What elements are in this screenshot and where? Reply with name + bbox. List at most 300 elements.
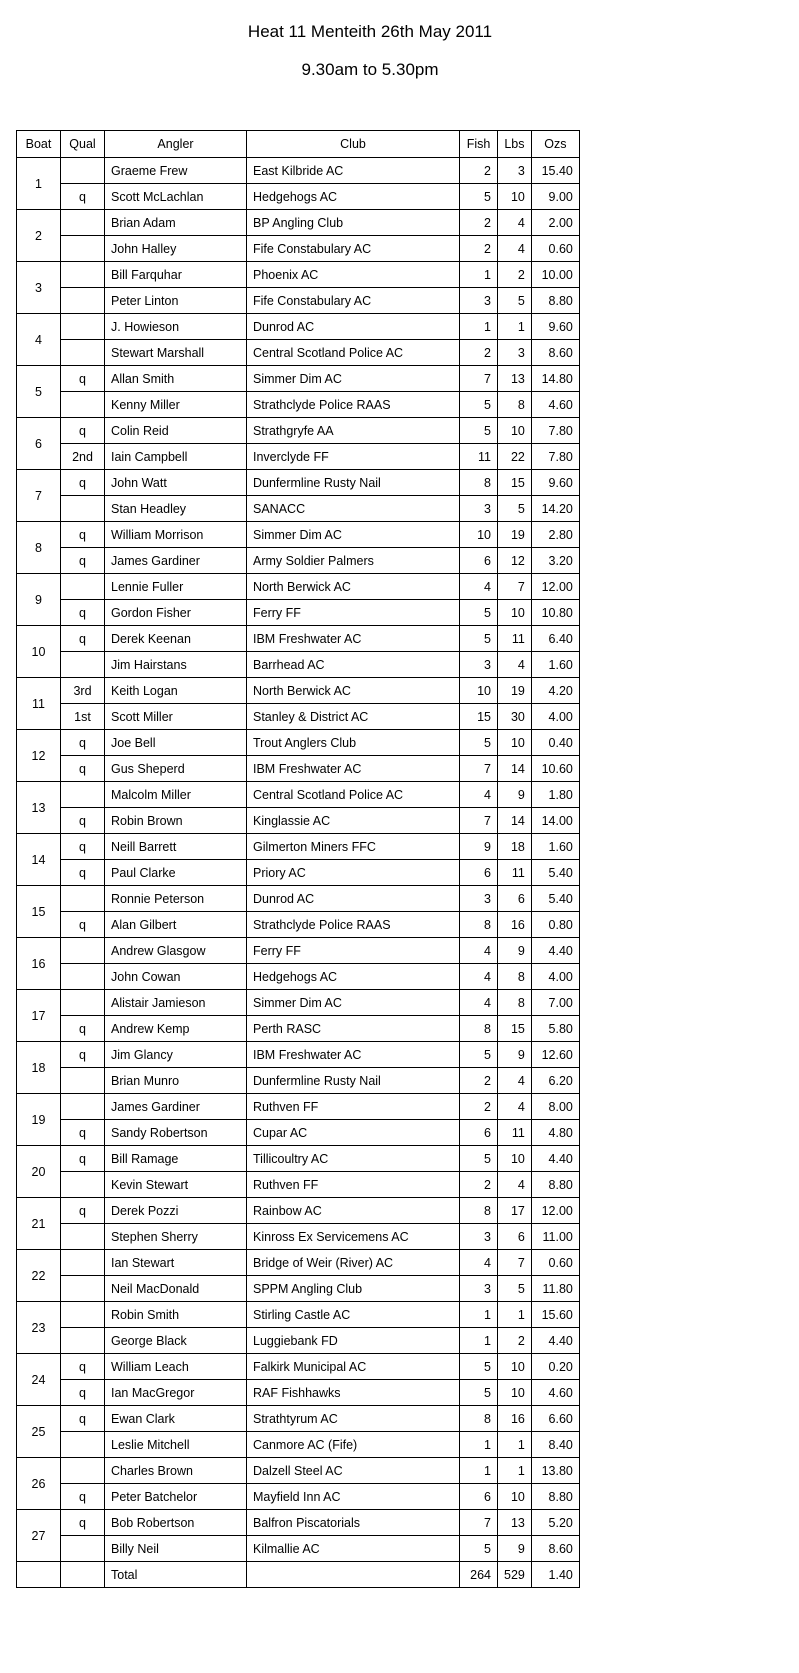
club-name: Ruthven FF <box>247 1094 460 1120</box>
weight-ozs: 5.20 <box>531 1510 579 1536</box>
weight-lbs: 2 <box>498 1328 532 1354</box>
table-row <box>17 1380 580 1406</box>
weight-lbs: 11 <box>498 1120 532 1146</box>
angler-name: Charles Brown <box>105 1458 247 1484</box>
club-name: SPPM Angling Club <box>247 1276 460 1302</box>
weight-ozs: 4.40 <box>531 1146 579 1172</box>
boat-number: 19 <box>17 1094 61 1146</box>
fish-count: 8 <box>460 1016 498 1042</box>
weight-lbs: 9 <box>498 938 532 964</box>
angler-name: Billy Neil <box>105 1536 247 1562</box>
weight-ozs: 8.60 <box>531 340 579 366</box>
club-name: Ruthven FF <box>247 1172 460 1198</box>
table-row <box>17 158 580 184</box>
qual-cell <box>61 1276 105 1302</box>
weight-lbs: 4 <box>498 652 532 678</box>
weight-lbs: 1 <box>498 1458 532 1484</box>
weight-ozs: 8.60 <box>531 1536 579 1562</box>
weight-ozs: 8.80 <box>531 1172 579 1198</box>
club-name: Barrhead AC <box>247 652 460 678</box>
qual-cell <box>61 1536 105 1562</box>
qual-cell: q <box>61 548 105 574</box>
boat-number: 25 <box>17 1406 61 1458</box>
qual-cell: q <box>61 1016 105 1042</box>
qual-cell <box>61 652 105 678</box>
weight-lbs: 10 <box>498 730 532 756</box>
club-name: Dunrod AC <box>247 314 460 340</box>
table-row <box>17 756 580 782</box>
club-name: Dunfermline Rusty Nail <box>247 470 460 496</box>
weight-ozs: 10.80 <box>531 600 579 626</box>
angler-name: Ian Stewart <box>105 1250 247 1276</box>
table-row <box>17 1354 580 1380</box>
weight-lbs: 11 <box>498 860 532 886</box>
club-name: North Berwick AC <box>247 678 460 704</box>
club-name: Strathclyde Police RAAS <box>247 912 460 938</box>
table-row <box>17 1146 580 1172</box>
angler-name: Derek Keenan <box>105 626 247 652</box>
angler-name: Allan Smith <box>105 366 247 392</box>
boat-number: 12 <box>17 730 61 782</box>
boat-number: 11 <box>17 678 61 730</box>
qual-cell: q <box>61 626 105 652</box>
weight-ozs: 4.40 <box>531 938 579 964</box>
weight-ozs: 7.80 <box>531 418 579 444</box>
qual-cell: q <box>61 1120 105 1146</box>
weight-ozs: 0.40 <box>531 730 579 756</box>
weight-lbs: 8 <box>498 392 532 418</box>
fish-count: 8 <box>460 1198 498 1224</box>
fish-count: 10 <box>460 522 498 548</box>
angler-name: Jim Hairstans <box>105 652 247 678</box>
fish-count: 6 <box>460 860 498 886</box>
weight-lbs: 10 <box>498 1354 532 1380</box>
boat-number: 10 <box>17 626 61 678</box>
angler-name: Bill Ramage <box>105 1146 247 1172</box>
angler-name: James Gardiner <box>105 1094 247 1120</box>
table-row <box>17 522 580 548</box>
qual-cell: q <box>61 730 105 756</box>
club-name: Rainbow AC <box>247 1198 460 1224</box>
angler-name: Colin Reid <box>105 418 247 444</box>
weight-ozs: 14.00 <box>531 808 579 834</box>
total-lbs: 529 <box>498 1562 532 1588</box>
table-row <box>17 730 580 756</box>
table-row <box>17 1250 580 1276</box>
club-name: Strathclyde Police RAAS <box>247 392 460 418</box>
angler-name: Robin Smith <box>105 1302 247 1328</box>
fish-count: 8 <box>460 470 498 496</box>
club-name: Stirling Castle AC <box>247 1302 460 1328</box>
table-row <box>17 418 580 444</box>
boat-number: 2 <box>17 210 61 262</box>
table-row <box>17 288 580 314</box>
qual-cell: 2nd <box>61 444 105 470</box>
fish-count: 4 <box>460 782 498 808</box>
qual-cell <box>61 964 105 990</box>
table-row <box>17 236 580 262</box>
qual-cell: q <box>61 184 105 210</box>
boat-number: 24 <box>17 1354 61 1406</box>
qual-cell: q <box>61 470 105 496</box>
club-name: Perth RASC <box>247 1016 460 1042</box>
weight-lbs: 16 <box>498 1406 532 1432</box>
weight-ozs: 9.60 <box>531 314 579 340</box>
weight-lbs: 7 <box>498 1250 532 1276</box>
club-name: Cupar AC <box>247 1120 460 1146</box>
weight-lbs: 4 <box>498 1172 532 1198</box>
fish-count: 1 <box>460 1328 498 1354</box>
weight-ozs: 4.60 <box>531 392 579 418</box>
table-row <box>17 938 580 964</box>
table-row <box>17 548 580 574</box>
club-name: Hedgehogs AC <box>247 964 460 990</box>
weight-ozs: 2.80 <box>531 522 579 548</box>
table-row <box>17 1510 580 1536</box>
fish-count: 1 <box>460 1432 498 1458</box>
weight-ozs: 8.40 <box>531 1432 579 1458</box>
qual-cell: 1st <box>61 704 105 730</box>
weight-ozs: 12.60 <box>531 1042 579 1068</box>
club-name: Central Scotland Police AC <box>247 782 460 808</box>
weight-ozs: 5.40 <box>531 886 579 912</box>
club-name: RAF Fishhawks <box>247 1380 460 1406</box>
table-row <box>17 1484 580 1510</box>
qual-cell <box>61 1328 105 1354</box>
angler-name: Brian Adam <box>105 210 247 236</box>
boat-number: 20 <box>17 1146 61 1198</box>
qual-cell <box>61 990 105 1016</box>
qual-cell: q <box>61 756 105 782</box>
fish-count: 5 <box>460 392 498 418</box>
weight-ozs: 0.80 <box>531 912 579 938</box>
weight-ozs: 11.80 <box>531 1276 579 1302</box>
qual-cell: q <box>61 1510 105 1536</box>
table-row <box>17 652 580 678</box>
club-name: Ferry FF <box>247 600 460 626</box>
club-name: Ferry FF <box>247 938 460 964</box>
boat-number: 1 <box>17 158 61 210</box>
angler-name: Ewan Clark <box>105 1406 247 1432</box>
fish-count: 5 <box>460 418 498 444</box>
club-name: Trout Anglers Club <box>247 730 460 756</box>
fish-count: 11 <box>460 444 498 470</box>
total-row <box>17 1562 580 1588</box>
angler-name: Malcolm Miller <box>105 782 247 808</box>
club-name: Balfron Piscatorials <box>247 1510 460 1536</box>
angler-name: John Watt <box>105 470 247 496</box>
qual-cell <box>61 262 105 288</box>
club-name: IBM Freshwater AC <box>247 756 460 782</box>
angler-name: Andrew Glasgow <box>105 938 247 964</box>
weight-lbs: 6 <box>498 1224 532 1250</box>
club-name: North Berwick AC <box>247 574 460 600</box>
club-name: Canmore AC (Fife) <box>247 1432 460 1458</box>
fish-count: 4 <box>460 990 498 1016</box>
fish-count: 2 <box>460 340 498 366</box>
boat-number: 9 <box>17 574 61 626</box>
angler-name: Andrew Kemp <box>105 1016 247 1042</box>
qual-cell <box>61 210 105 236</box>
weight-ozs: 6.20 <box>531 1068 579 1094</box>
fish-count: 3 <box>460 496 498 522</box>
table-row <box>17 496 580 522</box>
total-ozs: 1.40 <box>531 1562 579 1588</box>
club-name: Kilmallie AC <box>247 1536 460 1562</box>
weight-ozs: 4.00 <box>531 964 579 990</box>
angler-name: Brian Munro <box>105 1068 247 1094</box>
total-qual-cell <box>61 1562 105 1588</box>
angler-name: Gus Sheperd <box>105 756 247 782</box>
table-row <box>17 834 580 860</box>
angler-name: John Halley <box>105 236 247 262</box>
boat-number: 6 <box>17 418 61 470</box>
qual-cell: q <box>61 600 105 626</box>
weight-lbs: 10 <box>498 1380 532 1406</box>
angler-name: Sandy Robertson <box>105 1120 247 1146</box>
table-row <box>17 1276 580 1302</box>
weight-lbs: 16 <box>498 912 532 938</box>
table-row <box>17 1458 580 1484</box>
qual-cell <box>61 1458 105 1484</box>
fish-count: 1 <box>460 1302 498 1328</box>
qual-cell <box>61 938 105 964</box>
boat-number: 5 <box>17 366 61 418</box>
weight-ozs: 6.40 <box>531 626 579 652</box>
angler-name: James Gardiner <box>105 548 247 574</box>
fish-count: 3 <box>460 1224 498 1250</box>
angler-name: Peter Batchelor <box>105 1484 247 1510</box>
fish-count: 3 <box>460 886 498 912</box>
weight-ozs: 5.80 <box>531 1016 579 1042</box>
table-row <box>17 1068 580 1094</box>
angler-name: Peter Linton <box>105 288 247 314</box>
fish-count: 3 <box>460 288 498 314</box>
total-fish: 264 <box>460 1562 498 1588</box>
fish-count: 7 <box>460 366 498 392</box>
total-boat-cell <box>17 1562 61 1588</box>
angler-name: Stephen Sherry <box>105 1224 247 1250</box>
club-name: BP Angling Club <box>247 210 460 236</box>
table-row <box>17 600 580 626</box>
fish-count: 1 <box>460 1458 498 1484</box>
weight-lbs: 7 <box>498 574 532 600</box>
boat-number: 14 <box>17 834 61 886</box>
angler-name: Stan Headley <box>105 496 247 522</box>
weight-ozs: 4.60 <box>531 1380 579 1406</box>
angler-name: Kevin Stewart <box>105 1172 247 1198</box>
weight-ozs: 4.20 <box>531 678 579 704</box>
column-header-fish: Fish <box>460 131 498 158</box>
table-row <box>17 860 580 886</box>
weight-lbs: 11 <box>498 626 532 652</box>
club-name: Inverclyde FF <box>247 444 460 470</box>
angler-name: William Leach <box>105 1354 247 1380</box>
fish-count: 15 <box>460 704 498 730</box>
fish-count: 3 <box>460 652 498 678</box>
club-name: Tillicoultry AC <box>247 1146 460 1172</box>
weight-lbs: 22 <box>498 444 532 470</box>
weight-lbs: 4 <box>498 1094 532 1120</box>
column-header-qual: Qual <box>61 131 105 158</box>
boat-number: 21 <box>17 1198 61 1250</box>
weight-ozs: 6.60 <box>531 1406 579 1432</box>
table-row <box>17 1302 580 1328</box>
qual-cell: q <box>61 1146 105 1172</box>
results-table <box>16 130 580 1588</box>
boat-number: 7 <box>17 470 61 522</box>
boat-number: 26 <box>17 1458 61 1510</box>
fish-count: 7 <box>460 756 498 782</box>
weight-ozs: 2.00 <box>531 210 579 236</box>
angler-name: John Cowan <box>105 964 247 990</box>
weight-lbs: 17 <box>498 1198 532 1224</box>
club-name: IBM Freshwater AC <box>247 1042 460 1068</box>
club-name: Strathtyrum AC <box>247 1406 460 1432</box>
results-body <box>17 158 580 1562</box>
fish-count: 7 <box>460 808 498 834</box>
qual-cell <box>61 1250 105 1276</box>
qual-cell: q <box>61 1198 105 1224</box>
qual-cell: q <box>61 860 105 886</box>
fish-count: 4 <box>460 938 498 964</box>
fish-count: 6 <box>460 1484 498 1510</box>
weight-ozs: 14.20 <box>531 496 579 522</box>
angler-name: Ronnie Peterson <box>105 886 247 912</box>
table-row <box>17 210 580 236</box>
qual-cell <box>61 1172 105 1198</box>
weight-ozs: 8.00 <box>531 1094 579 1120</box>
fish-count: 2 <box>460 158 498 184</box>
table-row <box>17 1406 580 1432</box>
weight-ozs: 8.80 <box>531 1484 579 1510</box>
boat-number: 13 <box>17 782 61 834</box>
weight-ozs: 0.60 <box>531 1250 579 1276</box>
weight-ozs: 1.80 <box>531 782 579 808</box>
angler-name: Paul Clarke <box>105 860 247 886</box>
weight-lbs: 1 <box>498 1432 532 1458</box>
table-row <box>17 912 580 938</box>
qual-cell: q <box>61 522 105 548</box>
qual-cell: q <box>61 1380 105 1406</box>
table-row <box>17 678 580 704</box>
angler-name: Iain Campbell <box>105 444 247 470</box>
weight-lbs: 6 <box>498 886 532 912</box>
club-name: Luggiebank FD <box>247 1328 460 1354</box>
qual-cell: q <box>61 1354 105 1380</box>
qual-cell: q <box>61 418 105 444</box>
fish-count: 4 <box>460 574 498 600</box>
qual-cell <box>61 1094 105 1120</box>
total-club-cell <box>247 1562 460 1588</box>
weight-lbs: 3 <box>498 158 532 184</box>
angler-name: Jim Glancy <box>105 1042 247 1068</box>
angler-name: Scott McLachlan <box>105 184 247 210</box>
club-name: Kinross Ex Servicemens AC <box>247 1224 460 1250</box>
column-header-ozs: Ozs <box>531 131 579 158</box>
qual-cell: q <box>61 912 105 938</box>
table-row <box>17 1198 580 1224</box>
table-row <box>17 366 580 392</box>
fish-count: 4 <box>460 1250 498 1276</box>
weight-lbs: 1 <box>498 1302 532 1328</box>
boat-number: 3 <box>17 262 61 314</box>
weight-ozs: 0.60 <box>531 236 579 262</box>
weight-ozs: 14.80 <box>531 366 579 392</box>
fish-count: 5 <box>460 1146 498 1172</box>
qual-cell <box>61 314 105 340</box>
qual-cell <box>61 236 105 262</box>
table-row <box>17 1042 580 1068</box>
table-row <box>17 990 580 1016</box>
fish-count: 10 <box>460 678 498 704</box>
weight-lbs: 13 <box>498 1510 532 1536</box>
weight-lbs: 1 <box>498 314 532 340</box>
fish-count: 5 <box>460 626 498 652</box>
table-row <box>17 1432 580 1458</box>
weight-lbs: 14 <box>498 808 532 834</box>
weight-lbs: 4 <box>498 236 532 262</box>
boat-number: 15 <box>17 886 61 938</box>
table-row <box>17 626 580 652</box>
club-name: Strathgryfe AA <box>247 418 460 444</box>
qual-cell <box>61 574 105 600</box>
table-row <box>17 1094 580 1120</box>
angler-name: Lennie Fuller <box>105 574 247 600</box>
table-row <box>17 1016 580 1042</box>
weight-lbs: 3 <box>498 340 532 366</box>
angler-name: Robin Brown <box>105 808 247 834</box>
weight-lbs: 15 <box>498 470 532 496</box>
table-row <box>17 704 580 730</box>
boat-number: 16 <box>17 938 61 990</box>
angler-name: Leslie Mitchell <box>105 1432 247 1458</box>
table-row <box>17 1120 580 1146</box>
column-header-club: Club <box>247 131 460 158</box>
total-label: Total <box>105 1562 247 1588</box>
weight-lbs: 10 <box>498 600 532 626</box>
weight-lbs: 2 <box>498 262 532 288</box>
angler-name: William Morrison <box>105 522 247 548</box>
weight-lbs: 4 <box>498 1068 532 1094</box>
angler-name: Neil MacDonald <box>105 1276 247 1302</box>
qual-cell <box>61 1224 105 1250</box>
club-name: Army Soldier Palmers <box>247 548 460 574</box>
weight-lbs: 10 <box>498 184 532 210</box>
club-name: IBM Freshwater AC <box>247 626 460 652</box>
club-name: Hedgehogs AC <box>247 184 460 210</box>
club-name: Fife Constabulary AC <box>247 236 460 262</box>
weight-ozs: 13.80 <box>531 1458 579 1484</box>
weight-ozs: 9.60 <box>531 470 579 496</box>
fish-count: 6 <box>460 1120 498 1146</box>
fish-count: 2 <box>460 210 498 236</box>
table-row <box>17 886 580 912</box>
boat-number: 22 <box>17 1250 61 1302</box>
weight-lbs: 5 <box>498 288 532 314</box>
fish-count: 5 <box>460 730 498 756</box>
fish-count: 1 <box>460 314 498 340</box>
weight-lbs: 13 <box>498 366 532 392</box>
fish-count: 5 <box>460 600 498 626</box>
weight-ozs: 12.00 <box>531 574 579 600</box>
fish-count: 4 <box>460 964 498 990</box>
weight-lbs: 10 <box>498 1484 532 1510</box>
weight-ozs: 4.40 <box>531 1328 579 1354</box>
fish-count: 2 <box>460 1068 498 1094</box>
weight-ozs: 0.20 <box>531 1354 579 1380</box>
weight-lbs: 19 <box>498 522 532 548</box>
